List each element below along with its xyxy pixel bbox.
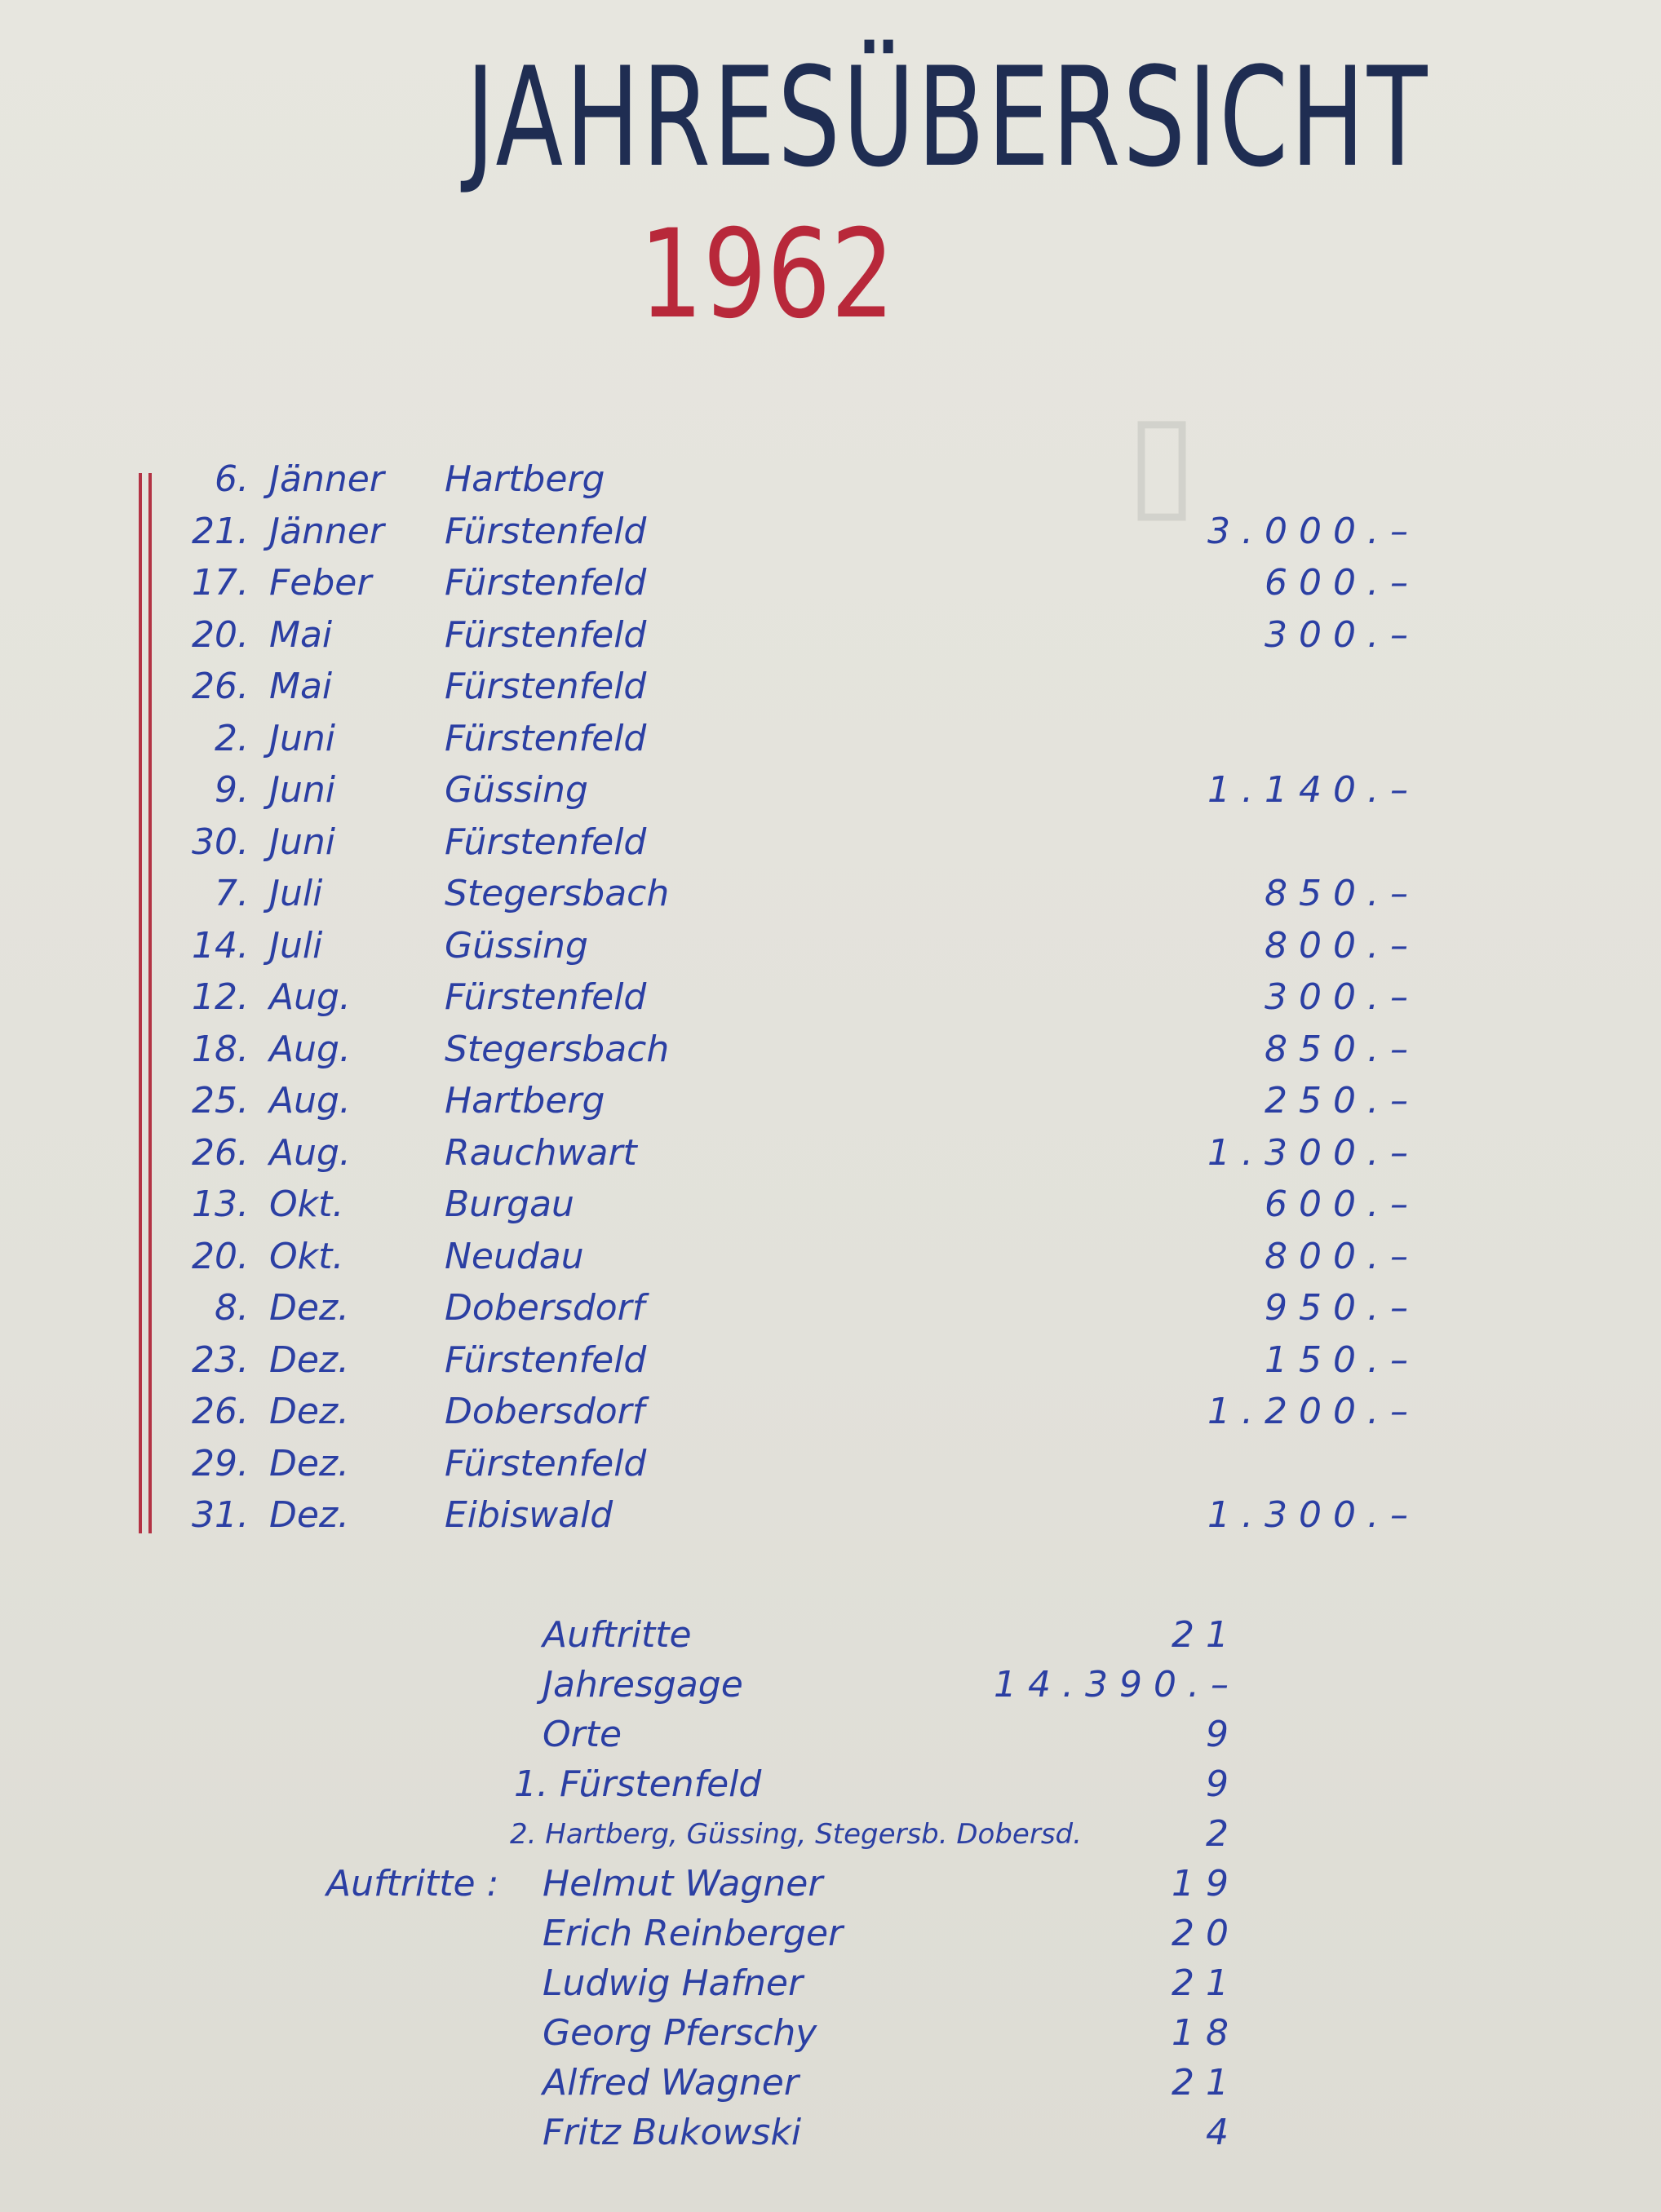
entry-place: Eibiswald — [445, 1494, 613, 1536]
entry-row — [179, 1127, 1420, 1179]
entry-amount: 600.– — [1265, 562, 1420, 604]
entry-day: 20. — [192, 1235, 249, 1277]
member-row — [326, 1860, 1256, 1909]
entry-day: 20. — [192, 613, 249, 656]
entry-day: 7. — [215, 873, 249, 914]
entry-place: Fürstenfeld — [445, 510, 647, 552]
entry-place: Hartberg — [445, 1080, 605, 1121]
entry-month: Mai — [269, 666, 333, 707]
entry-row — [179, 1024, 1420, 1076]
entry-amount: 250.– — [1265, 1080, 1420, 1121]
entry-month: Dez. — [269, 1287, 350, 1329]
entry-month: Dez. — [269, 1391, 350, 1432]
entry-day: 31. — [192, 1494, 249, 1536]
entry-day: 26. — [192, 1391, 249, 1432]
entry-month: Juni — [269, 769, 335, 811]
entry-row — [179, 453, 1273, 506]
entry-row — [179, 557, 1420, 609]
member-row — [326, 2009, 1256, 2059]
entry-place: Neudau — [445, 1235, 584, 1277]
entry-month: Aug. — [269, 976, 351, 1018]
summary-section — [326, 1611, 1256, 2158]
entry-amount: 1.300.– — [1207, 1131, 1420, 1174]
summary-label: 2. Hartberg, Güssing, Stegersb. Dobersd. — [510, 1818, 1082, 1851]
entry-day: 26. — [192, 1131, 249, 1174]
member-count: 20 — [1172, 1913, 1240, 1954]
entry-day: 14. — [192, 924, 249, 967]
entry-place: Fürstenfeld — [445, 562, 647, 604]
entry-place: Fürstenfeld — [445, 976, 647, 1018]
entry-place: Fürstenfeld — [445, 613, 647, 656]
entry-month: Jänner — [269, 510, 384, 552]
entry-amount: 150.– — [1265, 1338, 1420, 1381]
entry-amount: 800.– — [1265, 924, 1420, 967]
entry-month: Aug. — [269, 1131, 351, 1174]
entry-month: Dez. — [269, 1442, 350, 1484]
member-name: Helmut Wagner — [543, 1863, 823, 1905]
entry-day: 21. — [192, 510, 249, 552]
summary-label: Auftritte — [543, 1614, 692, 1656]
entry-month: Dez. — [269, 1494, 350, 1536]
entry-place: Güssing — [445, 769, 588, 811]
entry-row — [179, 920, 1420, 972]
entry-place: Dobersdorf — [445, 1391, 645, 1432]
entry-month: Juli — [269, 924, 323, 967]
members-prefix: Auftritte : — [326, 1863, 499, 1905]
summary-label: Jahresgage — [543, 1664, 743, 1705]
entry-amount: 300.– — [1265, 613, 1420, 656]
entry-month: Aug. — [269, 1080, 351, 1121]
entry-amount: 1.300.– — [1207, 1494, 1420, 1536]
summary-row — [326, 1710, 1256, 1760]
entry-amount: 3.000.– — [1207, 510, 1420, 552]
entry-day: 8. — [215, 1287, 249, 1329]
summary-row — [326, 1760, 1256, 1810]
entry-day: 17. — [192, 562, 249, 604]
entry-row — [179, 1231, 1420, 1283]
entry-place: Güssing — [445, 924, 588, 967]
member-count: 18 — [1172, 2012, 1240, 2054]
entry-place: Fürstenfeld — [445, 717, 647, 759]
member-row — [326, 1909, 1256, 1959]
entry-day: 29. — [192, 1442, 249, 1484]
entry-day: 25. — [192, 1080, 249, 1121]
member-name: Erich Reinberger — [543, 1913, 844, 1954]
entry-month: Mai — [269, 613, 333, 656]
entry-amount: 300.– — [1265, 976, 1420, 1018]
summary-label: Orte — [543, 1714, 622, 1755]
member-name: Alfred Wagner — [543, 2062, 799, 2104]
entry-amount: 1.200.– — [1207, 1391, 1420, 1432]
performance-list — [179, 453, 1420, 1542]
entry-month: Feber — [269, 562, 372, 604]
entry-day: 13. — [192, 1183, 249, 1225]
entry-place: Rauchwart — [445, 1131, 637, 1174]
summary-row — [326, 1661, 1256, 1710]
member-name: Fritz Bukowski — [543, 2112, 802, 2153]
entry-month: Juni — [269, 821, 335, 863]
entry-day: 6. — [215, 458, 249, 500]
entry-amount: 800.– — [1265, 1235, 1420, 1277]
entry-row — [179, 609, 1420, 661]
summary-value: 2 — [1206, 1813, 1240, 1855]
member-name: Ludwig Hafner — [543, 1962, 804, 2004]
page-title: JAHRESÜBERSICHT — [466, 38, 1430, 197]
margin-line — [148, 473, 152, 1533]
entry-amount: 950.– — [1265, 1287, 1420, 1329]
entry-place: Fürstenfeld — [445, 821, 647, 863]
entry-month: Okt. — [269, 1235, 344, 1277]
member-row — [326, 1959, 1256, 2009]
entry-place: Fürstenfeld — [445, 666, 647, 707]
entry-row — [179, 868, 1420, 920]
entry-amount: 850.– — [1265, 873, 1420, 914]
summary-row — [326, 1810, 1256, 1860]
entry-row — [179, 1438, 1273, 1490]
show-through-marks: ▯ — [1126, 383, 1198, 536]
entry-month: Okt. — [269, 1183, 344, 1225]
entry-row — [179, 1334, 1420, 1387]
entry-day: 2. — [215, 717, 249, 759]
entry-amount: 850.– — [1265, 1028, 1420, 1070]
summary-value: 21 — [1172, 1614, 1240, 1656]
margin-line — [139, 473, 142, 1533]
entry-place: Hartberg — [445, 458, 605, 500]
entry-row — [179, 1282, 1420, 1334]
summary-row — [326, 1611, 1256, 1661]
member-row — [326, 2108, 1256, 2158]
member-name: Georg Pferschy — [543, 2012, 817, 2054]
entry-row — [179, 816, 1273, 869]
entry-amount: 1.140.– — [1207, 769, 1420, 811]
summary-value: 14.390.– — [994, 1664, 1240, 1705]
entry-row — [179, 1489, 1420, 1542]
entry-day: 30. — [192, 821, 249, 863]
entry-day: 26. — [192, 666, 249, 707]
entry-amount: 600.– — [1265, 1183, 1420, 1225]
entry-place: Stegersbach — [445, 873, 670, 914]
entry-day: 12. — [192, 976, 249, 1018]
entry-place: Dobersdorf — [445, 1287, 645, 1329]
member-count: 21 — [1172, 1962, 1240, 2004]
member-list — [326, 1860, 1256, 2158]
entry-month: Juni — [269, 717, 335, 759]
summary-value: 9 — [1206, 1714, 1240, 1755]
summary-value: 9 — [1206, 1763, 1240, 1805]
member-row — [326, 2059, 1256, 2108]
entry-row — [179, 661, 1273, 713]
entry-place: Stegersbach — [445, 1028, 670, 1070]
entry-row — [179, 1386, 1420, 1438]
summary-label: 1. Fürstenfeld — [514, 1763, 762, 1805]
entry-month: Jänner — [269, 458, 384, 500]
entry-place: Burgau — [445, 1183, 574, 1225]
entry-place: Fürstenfeld — [445, 1442, 647, 1484]
entry-day: 23. — [192, 1338, 249, 1381]
entry-row — [179, 1179, 1420, 1231]
entry-row — [179, 506, 1420, 558]
entry-row — [179, 764, 1420, 816]
entry-month: Juli — [269, 873, 323, 914]
member-count: 4 — [1206, 2112, 1240, 2153]
entry-day: 18. — [192, 1028, 249, 1070]
member-count: 19 — [1172, 1863, 1240, 1905]
entry-month: Aug. — [269, 1028, 351, 1070]
member-count: 21 — [1172, 2062, 1240, 2104]
entry-day: 9. — [215, 769, 249, 811]
entry-row — [179, 713, 1273, 765]
year-heading: 1962 — [639, 204, 895, 346]
entry-row — [179, 1075, 1420, 1127]
entry-row — [179, 971, 1420, 1024]
entry-month: Dez. — [269, 1338, 350, 1381]
entry-place: Fürstenfeld — [445, 1338, 647, 1381]
